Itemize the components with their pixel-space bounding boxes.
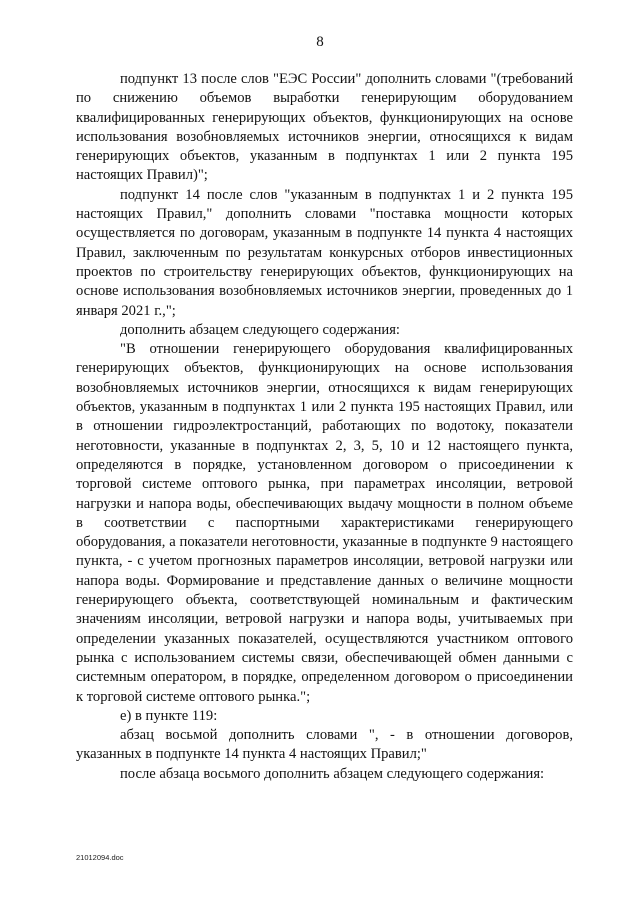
paragraph-add-clause: дополнить абзацем следующего содержания: <box>120 321 400 338</box>
paragraph-subpoint-13: подпункт 13 после слов "ЕЭС России" дополнить словами "(требований по снижению объемов выработки генерирующим оборудованием квалифицированных генерирующих объектов, функционирующих на основе использования возобновляемых источников энергии, относящихся к видам генерирующих объектов, указанным в подпунктах 1 или 2 пункта 195 настоящих Правил)"; <box>76 71 573 184</box>
document-body <box>76 70 573 784</box>
paragraph-subpoint-14: подпункт 14 после слов "указанным в подпунктах 1 и 2 пункта 195 настоящих Правил," дополнить словами "поставка мощности которых осуществляется по договорам, указанным в подпункте 14 пункта 4 настоящих Правил, заключенным по результатам конкурсных отборов инвестиционных проектов по строительству генерирующих объектов, функционирующих на основе использования возобновляемых источников энергии, проведенных до 1 января 2021 г.,"; <box>76 186 573 319</box>
paragraph-quoted-clause: "В отношении генерирующего оборудования квалифицированных генерирующих объектов, функционирующих на основе использования возобновляемых источников энергии, относящихся к видам генерирующих объектов, указанным в подпунктах 1 или 2 пункта 195 настоящих Правил, или в отношении гидроэлектростанций, работающих по водотоку, показатели неготовности, указанные в подпунктах 2, 3, 5, 10 и 12 настоящего пункта, определяются в порядке, установленном договором о присоединении к торговой системе оптового рынка, при параметрах инсоляции, ветровой нагрузки и напора воды, обеспечивающих выдачу мощности в полном объеме в соответствии с паспортными характеристиками генерирующего оборудования, а показатели неготовности, указанные в подпункте 9 настоящего пункта, - с учетом прогнозных параметров инсоляции, ветровой нагрузки или напора воды. Формирование и представление данных о величине мощности генерирующего объекта, соответствующей номинальным и фактическим значениям инсоляции, ветровой нагрузки и напора воды, учитываемых при определении указанных показателей, осуществляются участником оптового рынка с использованием системы связи, обеспечивающей обмен данными с системным оператором, в порядке, определенном договором о присоединении к торговой системе оптового рынка."; <box>76 341 573 705</box>
page-number: 8 <box>316 34 324 50</box>
paragraph-point-119: е) в пункте 119: <box>120 707 218 724</box>
footer-file-code: 21012094.doc <box>76 853 124 862</box>
paragraph-eighth-addition: абзац восьмой дополнить словами ", - в отношении договоров, указанных в подпункте 14 пункта 4 настоящих Правил;" <box>76 727 573 763</box>
paragraph-after-eighth: после абзаца восьмого дополнить абзацем следующего содержания: <box>120 765 545 782</box>
